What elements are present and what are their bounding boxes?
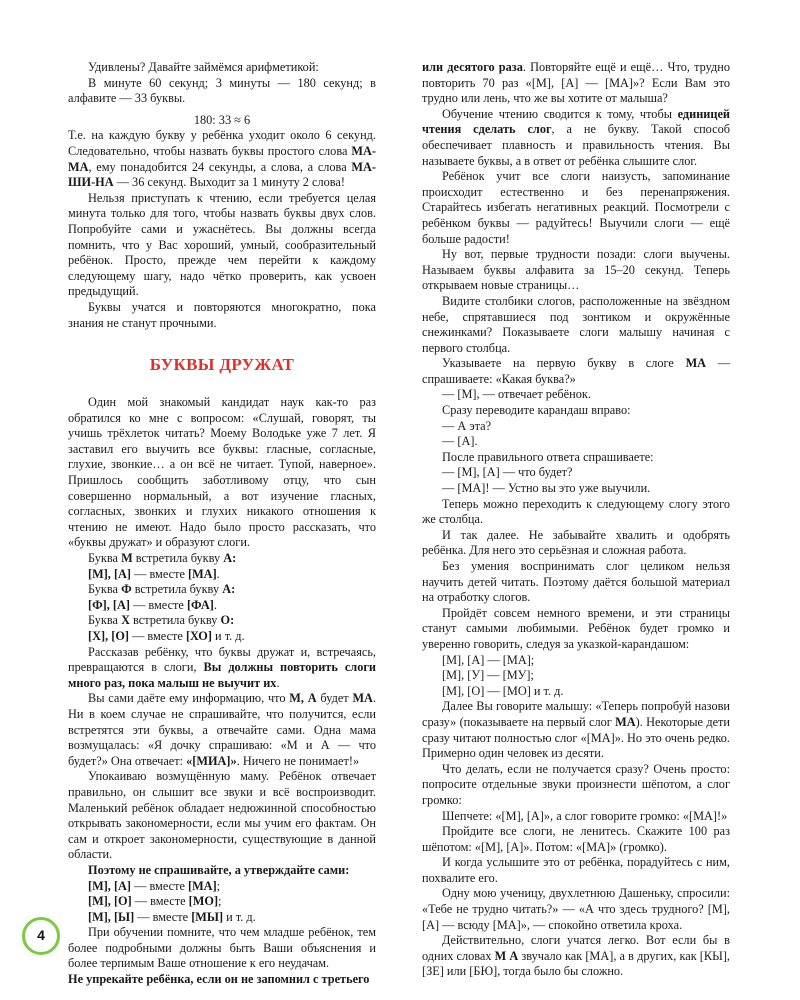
- paragraph: Пройдёт совсем немного времени, и эти страницы станут самыми любимыми. Ребёнок будет громко и уверенно говорить, следуя за указкой-карандашом:: [422, 605, 730, 651]
- paragraph: И так далее. Не забывайте хвалить и одобрять ребёнка. Для него это серьёзная и сложная работа.: [422, 527, 730, 558]
- right-column: [422, 60, 730, 980]
- example-line: [М], [А] — вместе [МА];: [88, 878, 221, 893]
- paragraph: Не упрекайте ребёнка, если он не запомнил с третьего: [68, 972, 370, 987]
- example-line: Буква М встретила букву А:: [88, 551, 237, 566]
- example-line: [М], [О] — вместе [МО];: [88, 894, 222, 909]
- paragraph: Вы сами даёте ему информацию, что М, А будет МА. Ни в коем случае не спрашивайте, что получится, если встретятся эти буквы, а отвечайте сами. Одна мама возмущалась: «Я дочку спрашиваю: «М и А — что будет?» Она отвечает: «[МИА]». Ничего не понимает!»: [68, 691, 377, 768]
- paragraph: Теперь можно переходить к следующему слогу этого же столбца.: [422, 496, 730, 527]
- example-line: Буква Х встретила букву О:: [88, 613, 235, 628]
- example-line: [М], [Ы] — вместе [МЫ] и т. д.: [88, 909, 256, 924]
- paragraph: Указываете на первую букву в слоге МА — спрашиваете: «Какая буква?»: [422, 356, 731, 386]
- example-line: Буква Ф встретила букву А:: [88, 582, 236, 597]
- paragraph: В минуте 60 секунд; 3 минуты — 180 секунд; в алфавите — 33 буквы.: [68, 75, 376, 106]
- paragraph: Далее Вы говорите малышу: «Теперь попробуй назови сразу» (показываете на первый слог МА). Некоторые дети сразу читают полностью слог «[МА]». Но это очень редко. Примерно один человек из десяти.: [422, 699, 731, 761]
- paragraph: И когда услышите это от ребёнка, порадуйтесь с ним, похвалите его.: [422, 855, 730, 885]
- page-number: 4: [22, 917, 60, 955]
- syllable-line: [М], [О] — [МО] и т. д.: [442, 683, 564, 698]
- syllable-line: [М], [А] — [МА];: [442, 652, 535, 667]
- paragraph: Удивлены? Давайте займёмся арифметикой:: [88, 60, 319, 74]
- paragraph: Видите столбики слогов, расположенные на звёздном небе, спрятавшиеся под зонтиком и окружённые снежинками? Показываете слоги малышу начиная с первого столбца.: [422, 293, 730, 355]
- paragraph: Ребёнок учит все слоги наизусть, запоминание происходит естественно и без перенапряжения. Старайтесь избегать негативных реакций. Посмотрели с ребёнком буквы — радуйтесь! Выучили слоги — ещё больше радости!: [422, 169, 730, 246]
- left-column: [68, 60, 376, 988]
- paragraph: Обучение чтению сводится к тому, чтобы единицей чтения сделать слог, а не букву. Такой способ обеспечивает плавность и правильность чтения. Вы называете буквы, а в ответ от ребёнка слышите слог.: [422, 106, 731, 168]
- example-line: [М], [А] — вместе [МА].: [88, 566, 220, 581]
- syllable-line: [М], [У] — [МУ];: [442, 668, 534, 683]
- section-heading: БУКВЫ ДРУЖАТ: [149, 355, 295, 375]
- dialogue-line: — [А].: [442, 434, 478, 449]
- paragraph: Действительно, слоги учатся легко. Вот если бы в одних словах М А звучало как [МА], а в других, как [КЫ], [ЗЕ] или [БЮ], тогда было бы сложно.: [422, 933, 730, 979]
- example-line: [Ф], [А] — вместе [ФА].: [88, 597, 217, 612]
- paragraph: Поэтому не спрашивайте, а утверждайте сами:: [88, 862, 350, 877]
- paragraph: Ну вот, первые трудности позади: слоги выучены. Называем буквы алфавита за 15–20 секунд. Теперь открываем новые страницы…: [422, 247, 730, 293]
- paragraph: Упокаиваю возмущённую маму. Ребёнок отвечает правильно, он слышит все звуки и всё воспроизводит. Маленький ребёнок обладает недюжинной способностью открывать закономерности, если мы учим его фактам. Он сам и откроет закономерности, существующие в данной области.: [68, 769, 376, 862]
- paragraph: Без умения воспринимать слог целиком нельзя научить детей читать. Поэтому даётся большой материал на отработку слогов.: [422, 559, 730, 605]
- dialogue-line: — [М], [А] — что будет?: [442, 465, 573, 480]
- dialogue-line: — А эта?: [442, 418, 492, 433]
- paragraph: Шепчете: «[М], [А]», а слог говорите громко: «[МА]!»: [442, 808, 728, 823]
- paragraph: Нельзя приступать к чтению, если требуется целая минута только для того, чтобы назвать буквы двух слов. Попробуйте сами и ужаснётесь. Вы должны всегда помнить, что у Вас хороший, умный, сообразительный ребёнок. Просто, прежде чем перейти к каждому следующему шагу, надо чётко проверить, как усвоен предыдущий.: [68, 190, 376, 299]
- example-line: [Х], [О] — вместе [ХО] и т. д.: [88, 629, 245, 643]
- paragraph: Т.е. на каждую букву у ребёнка уходит около 6 секунд. Следовательно, чтобы назвать буквы простого слова МА-МА, ему понадобится 24 секунды, а слова, а слова МА-ШИ-НА — 36 секунд. Выходит за 1 минуту 2 слова!: [68, 128, 376, 190]
- paragraph: или десятого раза. Повторяйте ещё и ещё… Что, трудно повторить 70 раз «[М], [А] — [МА]»? Если Вам это трудно или лень, что же вы хотите от малыша?: [422, 60, 730, 106]
- dialogue-line: — [М], — отвечает ребёнок.: [442, 387, 591, 402]
- paragraph: Буквы учатся и повторяются многократно, пока знания не станут прочными.: [68, 299, 376, 330]
- paragraph: Один мой знакомый кандидат наук как-то раз обратился ко мне с вопросом: «Слушай, говорят, ты учишь трёхлеток читать? Моему Володьке уже 7 лет. Я заставил его выучить все буквы: гласные, согласные, глухие, звонкие… а он всё не читает. Тупой, наверное». Пришлось сообщить заботливому отцу, что сын совершенно нормальный, а вот изучение гласных, согласных, звонких и глухих никакого отношения к чтению не имеют. Надо было просто рассказать, что «буквы дружат» и образуют слоги.: [68, 395, 376, 550]
- dialogue-line: — [МА]! — Устно вы это уже выучили.: [442, 481, 651, 496]
- paragraph: При обучении помните, что чем младше ребёнок, тем более подробными должны быть Ваши объяснения и более терпимым Ваше отношение к его неудачам.: [68, 925, 376, 971]
- formula: 180: 33 ≈ 6: [193, 112, 251, 127]
- paragraph: Одну мою ученицу, двухлетнюю Дашеньку, спросили: «Тебе не трудно читать?» — «А что здесь трудного? [М], [А] — всюду [МА]», — спокойно ответила кроха.: [422, 886, 730, 932]
- dialogue-line: После правильного ответа спрашиваете:: [442, 449, 654, 464]
- paragraph: Пройдите все слоги, не ленитесь. Скажите 100 раз шёпотом: «[М], [А]». Потом: «[МА]» (громко).: [422, 824, 730, 854]
- paragraph: Что делать, если не получается сразу? Очень просто: попросите отдельные звуки произнести шёпотом, а слог громко:: [422, 761, 730, 807]
- dialogue-line: Сразу переводите карандаш вправо:: [442, 403, 631, 418]
- paragraph: Рассказав ребёнку, что буквы дружат и, встречаясь, превращаются в слоги, Вы должны повторить слоги много раз, пока малыш не выучит их.: [68, 644, 377, 690]
